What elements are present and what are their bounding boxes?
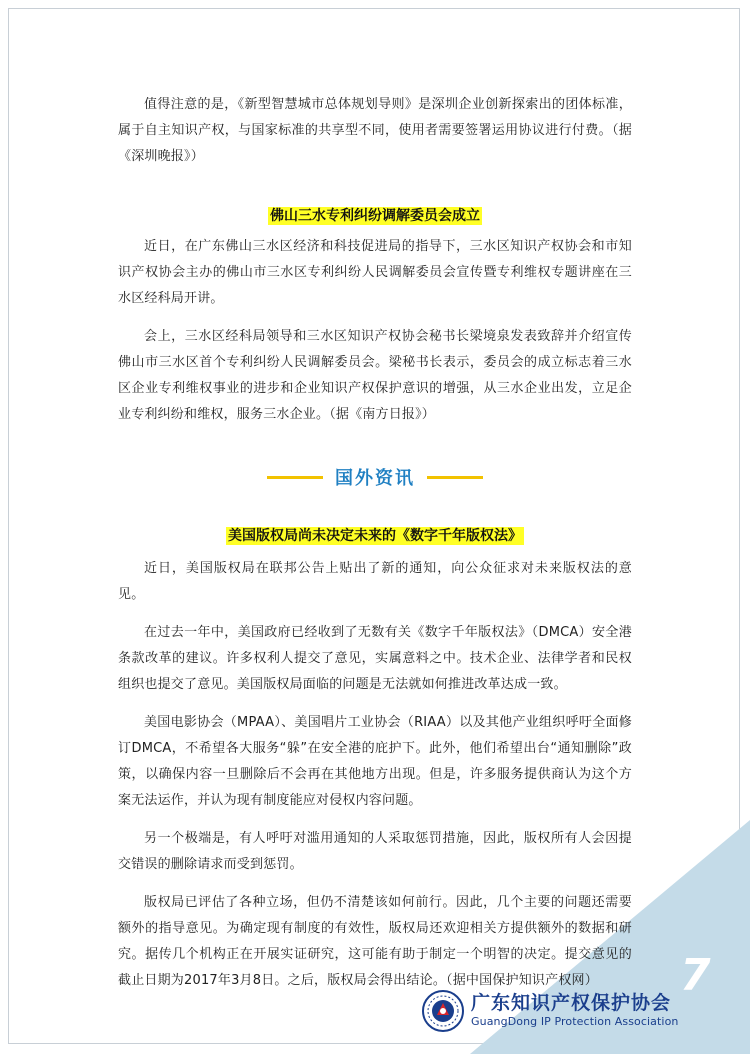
- article2-body: [118, 556, 632, 994]
- section-label: 国外资讯: [335, 468, 415, 489]
- article2-paragraph: 近日，美国版权局在联邦公告上贴出了新的通知，向公众征求对未来版权法的意见。: [118, 561, 632, 602]
- intro-block: [118, 92, 632, 170]
- org-name-en: GuangDong IP Protection Association: [471, 1015, 679, 1028]
- article2-paragraph: 美国电影协会（MPAA）、美国唱片工业协会（RIAA）以及其他产业组织呼吁全面修订DMCA，不希望各大服务“躲”在安全港的庇护下。此外，他们希望出台“通知删除”政策，以确保内容一旦删除后不会再在其他地方出现。但是，许多服务提供商认为这个方案无法运作，并认为现有制度能应对侵权内容问题。: [118, 715, 632, 808]
- section-dash-left: [267, 476, 323, 479]
- article2-paragraph: 在过去一年中，美国政府已经收到了无数有关《数字千年版权法》（DMCA）安全港条款改革的建议。许多权利人提交了意见，实属意料之中。技术企业、法律学者和民权组织也提交了意见。美国版权局面临的问题是无法就如何推进改革达成一致。: [118, 625, 632, 692]
- article1-paragraph: 近日，在广东佛山三水区经济和科技促进局的指导下，三水区知识产权协会和市知识产权协会主办的佛山市三水区专利纠纷人民调解委员会宣传暨专利维权专题讲座在三水区经科局开讲。: [118, 239, 632, 306]
- article1-body: [118, 234, 632, 428]
- article1-paragraph: 会上，三水区经科局领导和三水区知识产权协会秘书长梁境泉发表致辞并介绍宣传佛山市三水区首个专利纠纷人民调解委员会。梁秘书长表示，委员会的成立标志着三水区企业专利维权事业的进步和企业知识产权保护意识的增强，从三水企业出发，立足企业专利纠纷和维权，服务三水企业。（据《南方日报》）: [118, 329, 632, 422]
- org-name-cn: 广东知识产权保护协会: [471, 992, 672, 1014]
- article2-paragraph: 另一个极端是，有人呼吁对滥用通知的人采取惩罚措施，因此，版权所有人会因提交错误的删除请求而受到惩罚。: [118, 831, 632, 872]
- article2-title: [0, 525, 750, 547]
- section-dash-right: [427, 476, 483, 479]
- article2-title-text: 美国版权局尚未决定未来的《数字千年版权法》: [228, 528, 522, 544]
- article1-title: [0, 205, 750, 227]
- page-number: 7: [680, 950, 711, 1001]
- article2-paragraph: 版权局已评估了各种立场，但仍不清楚该如何前行。因此，几个主要的问题还需要额外的指导意见。为确定现有制度的有效性，版权局还欢迎相关方提供额外的数据和研究。据传几个机构正在开展实证研究，这可能有助于制定一个明智的决定。提交意见的截止日期为2017年3月8日。之后，版权局会得出结论。（据中国保护知识产权网）: [118, 895, 632, 988]
- association-logo-icon: [422, 990, 464, 1032]
- section-heading: [0, 462, 750, 492]
- article1-title-text: 佛山三水专利纠纷调解委员会成立: [270, 208, 480, 224]
- intro-paragraph: 值得注意的是，《新型智慧城市总体规划导则》是深圳企业创新探索出的团体标准，属于自主知识产权，与国家标准的共享型不同，使用者需要签署运用协议进行付费。（据《深圳晚报》）: [118, 97, 632, 164]
